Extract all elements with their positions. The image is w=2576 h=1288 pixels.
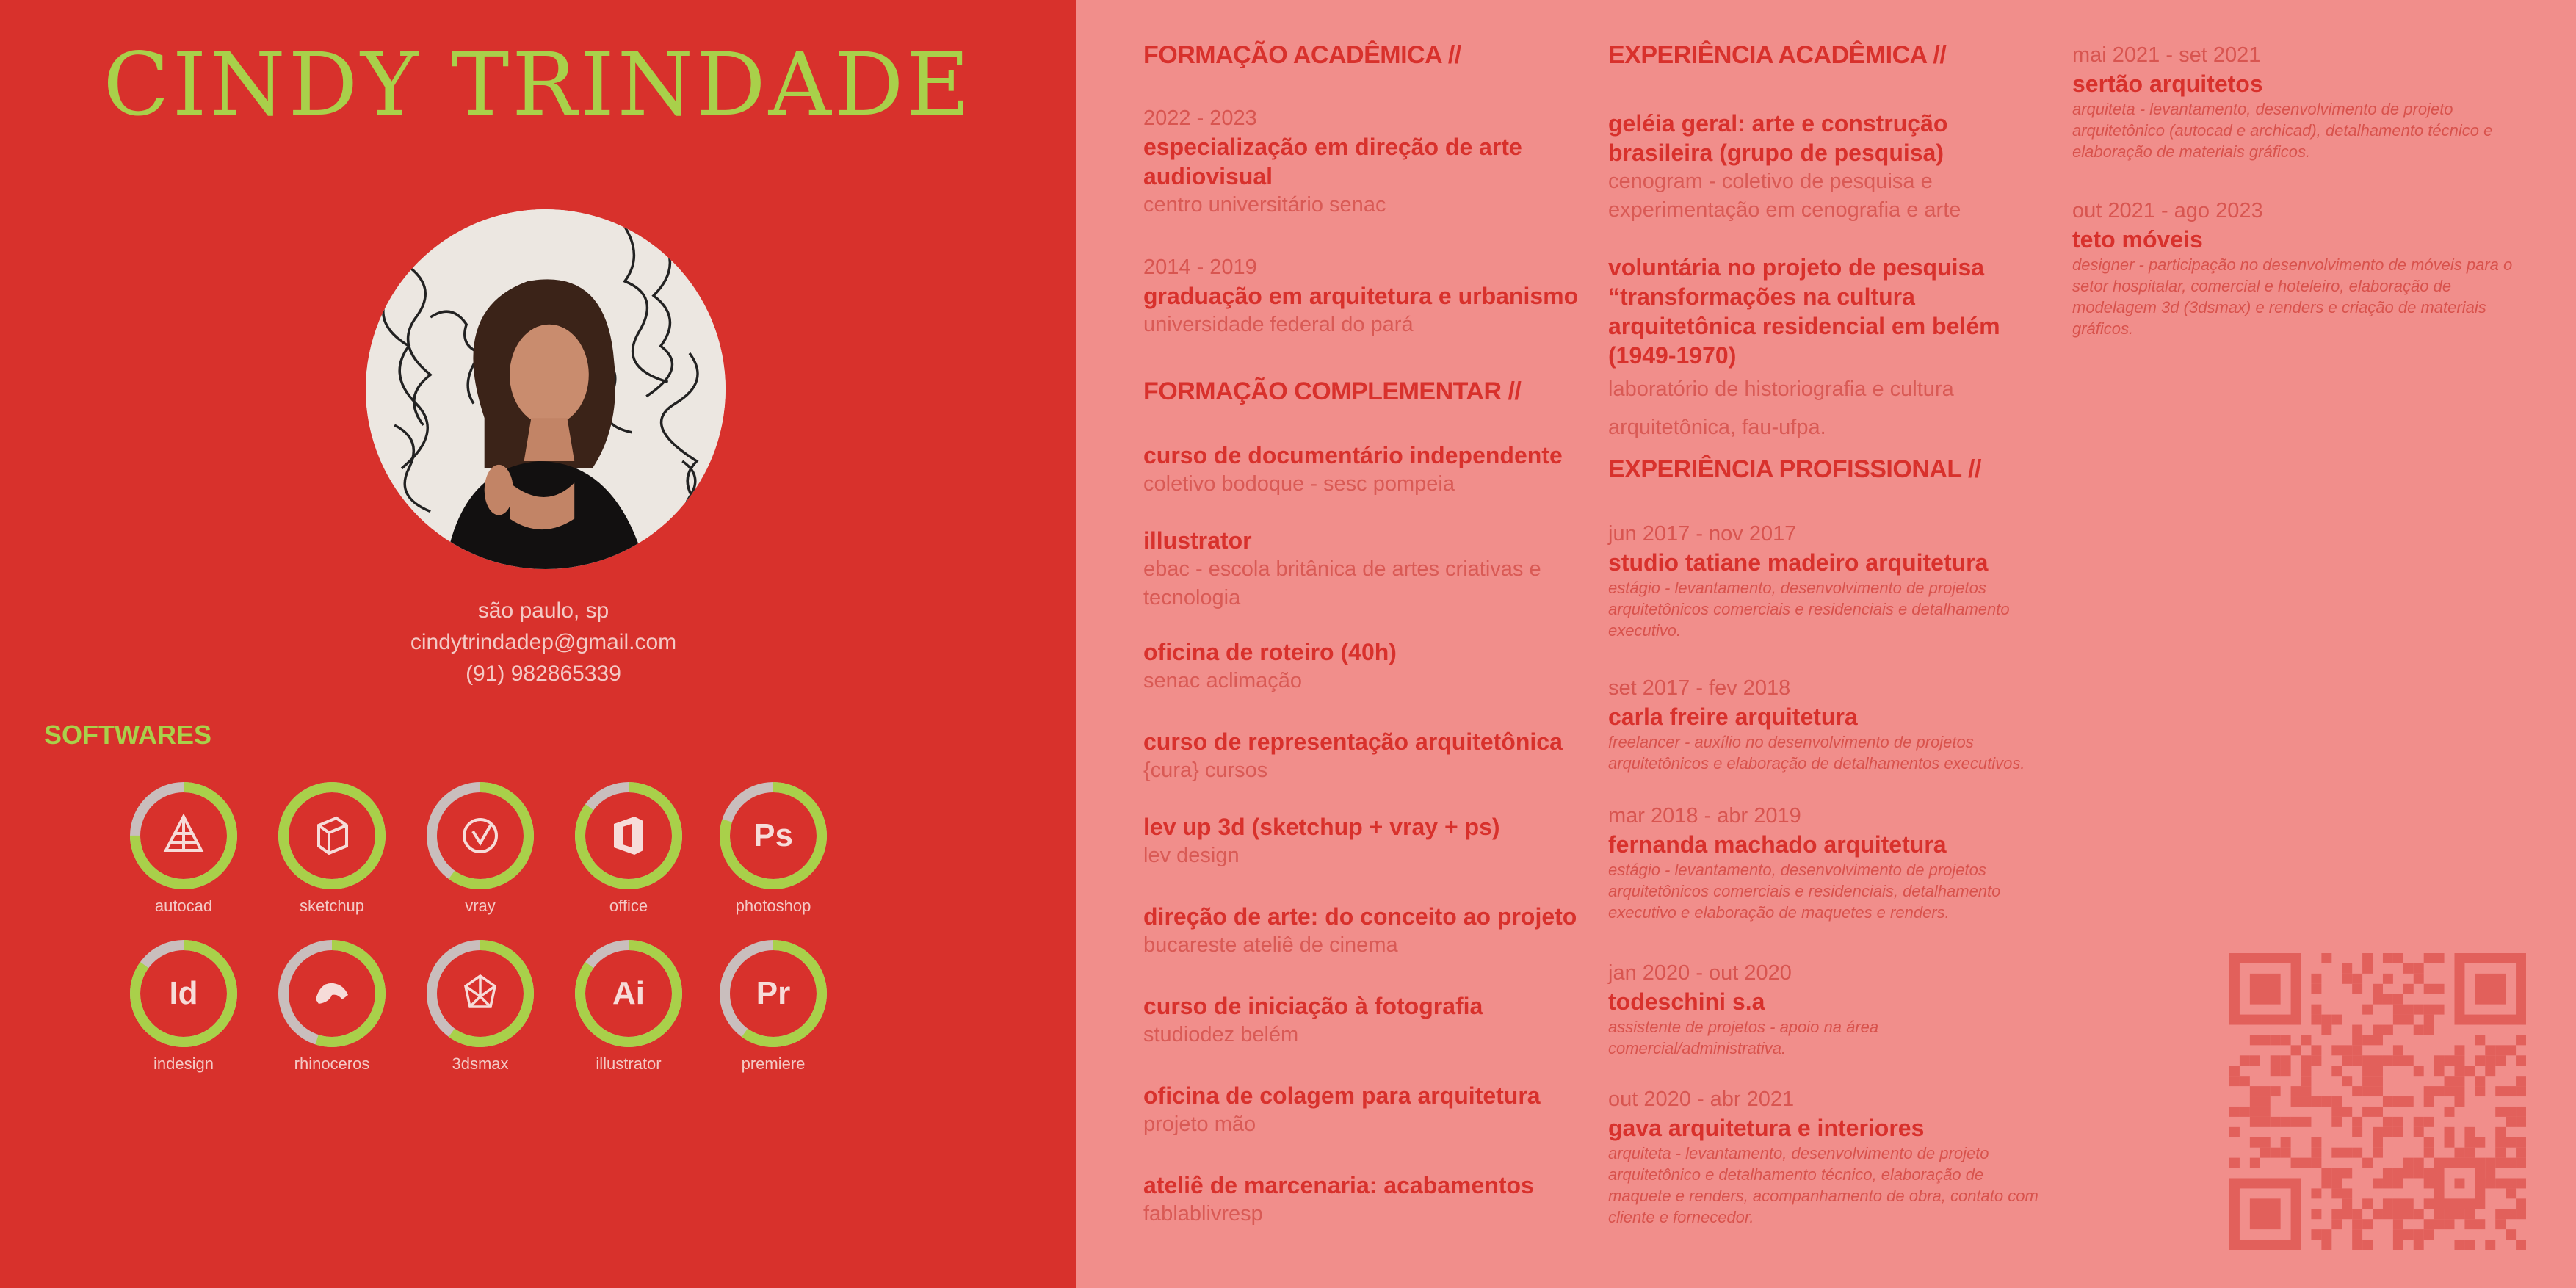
- entry-institution: lev design: [1143, 844, 1240, 867]
- job-entry: [1608, 520, 2049, 641]
- job-entry: [2072, 41, 2513, 162]
- entry-date: mar 2018 - abr 2019: [1608, 804, 1801, 828]
- entry-title: geléia geral: arte e construção brasileira (grupo de pesquisa): [1608, 110, 1948, 166]
- entry-title: todeschini s.a: [1608, 988, 1765, 1015]
- software-3dsmax: [422, 938, 539, 1074]
- entry-institution: universidade federal do pará: [1143, 313, 1414, 336]
- job-entry: [1608, 1085, 2049, 1228]
- name-title: CINDY TRINDADE: [103, 34, 973, 135]
- entry-date: jan 2020 - out 2020: [1608, 961, 1792, 985]
- software-label: photoshop: [735, 897, 811, 915]
- entry-institution: cenogram - coletivo de pesquisa e experimentação em cenografia e arte: [1608, 170, 1961, 222]
- entry-title: teto móveis: [2072, 226, 2203, 253]
- email-text[interactable]: cindytrindadep@gmail.com: [410, 630, 677, 654]
- job-entry: [1608, 802, 2049, 923]
- software-vray: [422, 781, 539, 916]
- software-label: indesign: [153, 1054, 214, 1073]
- education-entry: [1143, 104, 1577, 220]
- illustrator-icon: [574, 938, 684, 1049]
- softwares-heading: SOFTWARES: [44, 720, 212, 750]
- software-photoshop: [714, 781, 832, 916]
- course-entry: [1143, 526, 1584, 612]
- 3dsmax-icon: [425, 938, 535, 1049]
- course-entry: [1143, 441, 1584, 499]
- software-label: autocad: [154, 897, 213, 915]
- entry-institution: studiodez belém: [1143, 1023, 1299, 1046]
- entry-title: ateliê de marcenaria: acabamentos: [1143, 1172, 1534, 1198]
- software-premiere: [714, 938, 832, 1074]
- software-label: vray: [465, 897, 496, 915]
- experiencia-academica-heading: EXPERIÊNCIA ACADÊMICA //: [1608, 41, 1947, 69]
- location-text: são paulo, sp: [477, 598, 609, 623]
- profile-photo: [366, 209, 726, 569]
- entry-title: especialização em direção de arte audiovisual: [1143, 134, 1522, 189]
- entry-description: freelancer - auxílio no desenvolvimento de projetos arquitetônicos e elaboração de detalhamentos executivos.: [1608, 733, 2025, 773]
- entry-date: 2022 - 2023: [1143, 106, 1257, 130]
- software-label: rhinoceros: [294, 1054, 370, 1073]
- rhinoceros-icon: [277, 938, 387, 1049]
- photoshop-icon: [718, 781, 828, 891]
- svg-text:Ps: Ps: [753, 817, 793, 853]
- software-label: premiere: [741, 1054, 806, 1073]
- entry-institution: {cura} cursos: [1143, 759, 1268, 782]
- software-label: sketchup: [299, 897, 365, 915]
- education-entry: [1143, 253, 1584, 339]
- software-sketchup: [273, 781, 391, 916]
- formacao-complementar-heading: FORMAÇÃO COMPLEMENTAR //: [1143, 377, 1522, 405]
- entry-description: assistente de projetos - apoio na área comercial/administrativa.: [1608, 1018, 1879, 1057]
- course-entry: [1143, 902, 1584, 960]
- academic-experience-entry: [1608, 109, 2045, 225]
- formacao-academica-heading: FORMAÇÃO ACADÊMICA //: [1143, 41, 1461, 69]
- entry-date: jun 2017 - nov 2017: [1608, 522, 1797, 546]
- qr-code[interactable]: [2229, 953, 2526, 1250]
- job-entry: [1608, 674, 2049, 774]
- software-autocad: [125, 781, 242, 916]
- entry-description: arquiteta - levantamento, desenvolvimento de projeto arquitetônico e detalhamento técnico, elaboração de maquete e renders, acompanhamento de obra, contato com cliente e fornecedor.: [1608, 1144, 2038, 1226]
- entry-title: curso de iniciação à fotografia: [1143, 993, 1483, 1019]
- entry-institution: coletivo bodoque - sesc pompeia: [1143, 472, 1455, 496]
- course-entry: [1143, 991, 1584, 1049]
- entry-title: studio tatiane madeiro arquitetura: [1608, 549, 1989, 576]
- entry-date: out 2021 - ago 2023: [2072, 199, 2263, 222]
- software-label: illustrator: [596, 1054, 662, 1073]
- course-entry: [1143, 637, 1584, 695]
- course-entry: [1143, 1081, 1584, 1139]
- entry-title: oficina de colagem para arquitetura: [1143, 1082, 1541, 1109]
- phone-text: (91) 982865339: [466, 662, 621, 686]
- entry-title: curso de representação arquitetônica: [1143, 728, 1563, 755]
- course-entry: [1143, 812, 1584, 870]
- entry-title: sertão arquitetos: [2072, 70, 2263, 97]
- software-indesign: [125, 938, 242, 1074]
- entry-date: 2014 - 2019: [1143, 256, 1257, 279]
- office-icon: [574, 781, 684, 891]
- entry-title: oficina de roteiro (40h): [1143, 639, 1397, 665]
- software-label: office: [609, 897, 648, 915]
- entry-institution: bucareste ateliê de cinema: [1143, 933, 1398, 957]
- entry-institution: fablablivresp: [1143, 1202, 1263, 1226]
- experiencia-profissional-heading: EXPERIÊNCIA PROFISSIONAL //: [1608, 455, 1981, 483]
- svg-text:Id: Id: [169, 975, 198, 1011]
- entry-title: curso de documentário independente: [1143, 442, 1563, 468]
- sketchup-icon: [277, 781, 387, 891]
- entry-date: set 2017 - fev 2018: [1608, 676, 1791, 700]
- entry-institution: ebac - escola britânica de artes criativas e tecnologia: [1143, 557, 1541, 609]
- job-entry: [2072, 197, 2513, 339]
- entry-title: gava arquitetura e interiores: [1608, 1115, 1925, 1141]
- indesign-icon: [129, 938, 239, 1049]
- entry-title: graduação em arquitetura e urbanismo: [1143, 283, 1579, 309]
- entry-date: out 2020 - abr 2021: [1608, 1088, 1795, 1111]
- entry-date: mai 2021 - set 2021: [2072, 43, 2261, 67]
- entry-title: voluntária no projeto de pesquisa “transformações na cultura arquitetônica residencial em belém (1949-1970): [1608, 254, 2000, 369]
- premiere-icon: [718, 938, 828, 1049]
- software-label: 3dsmax: [452, 1054, 509, 1073]
- software-office: [570, 781, 687, 916]
- job-entry: [1608, 959, 2049, 1059]
- svg-text:Pr: Pr: [756, 975, 791, 1011]
- entry-title: illustrator: [1143, 527, 1252, 554]
- entry-description: estágio - levantamento, desenvolvimento de projetos arquitetônicos comerciais e residenciais e detalhamento executivo.: [1608, 579, 2010, 640]
- course-entry: [1143, 727, 1584, 785]
- entry-description: estágio - levantamento, desenvolvimento de projetos arquitetônicos comerciais e residenciais, detalhamento executivo e elaboração de maquetes e renders.: [1608, 861, 2001, 922]
- entry-description: arquiteta - levantamento, desenvolvimento de projeto arquitetônico (autocad e archicad), detalhamento técnico e elaboração de materiais gráficos.: [2072, 100, 2493, 161]
- entry-description: designer - participação no desenvolvimento de móveis para o setor hospitalar, comercial e hoteleiro, elaboração de modelagem 3d (3dsmax) e renders e criação de materiais gráficos.: [2072, 256, 2513, 338]
- vray-icon: [425, 781, 535, 891]
- entry-institution: projeto mão: [1143, 1112, 1256, 1136]
- course-entry: [1143, 1171, 1584, 1229]
- entry-institution: laboratório de historiografia e cultura arquitetônica, fau-ufpa.: [1608, 377, 1954, 439]
- software-rhinoceros: [273, 938, 391, 1074]
- academic-experience-entry: [1608, 253, 2049, 446]
- autocad-icon: [129, 781, 239, 891]
- left-panel: [0, 0, 1076, 1288]
- entry-title: carla freire arquitetura: [1608, 703, 1858, 730]
- svg-text:Ai: Ai: [612, 975, 645, 1011]
- entry-title: direção de arte: do conceito ao projeto: [1143, 903, 1577, 930]
- entry-institution: centro universitário senac: [1143, 193, 1386, 217]
- entry-title: lev up 3d (sketchup + vray + ps): [1143, 814, 1500, 840]
- software-illustrator: [570, 938, 687, 1074]
- entry-title: fernanda machado arquitetura: [1608, 831, 1947, 858]
- entry-institution: senac aclimação: [1143, 669, 1302, 692]
